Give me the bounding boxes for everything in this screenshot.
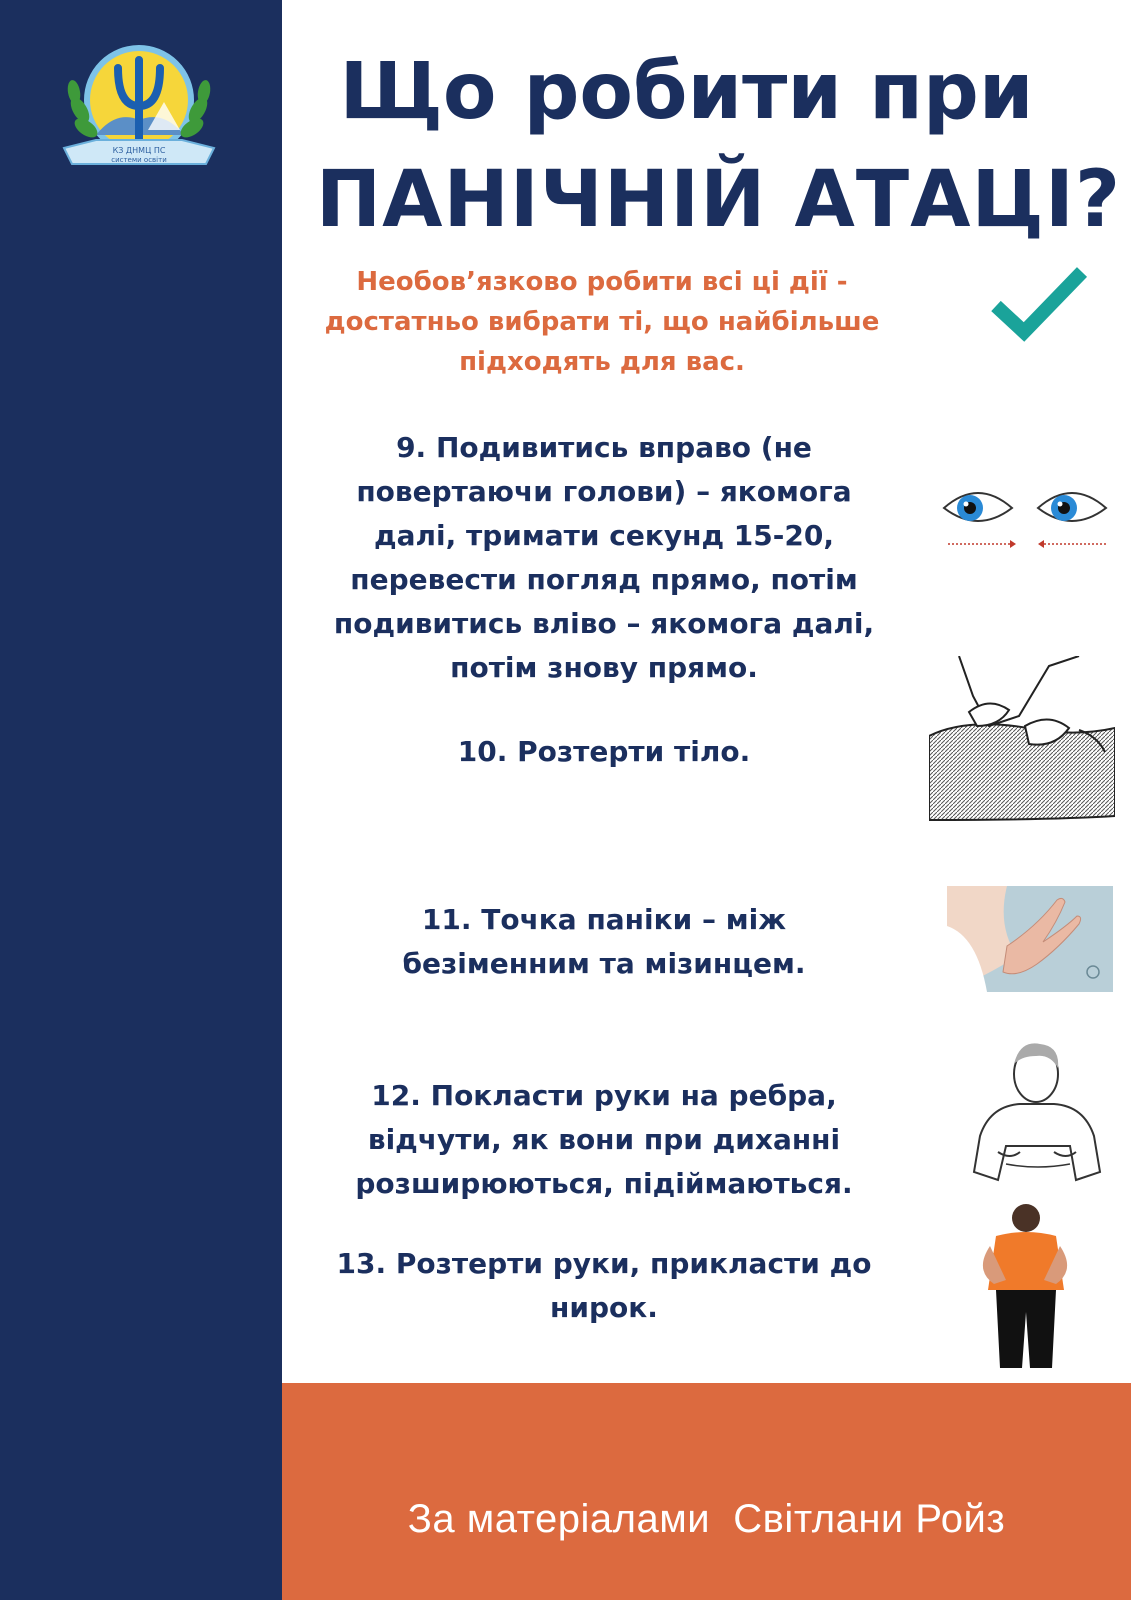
eyes-illustration bbox=[940, 482, 1130, 568]
step-11: 11. Точка паніки – між безіменним та мізинцем. bbox=[402, 903, 806, 980]
logo-text-2: системи освіти bbox=[111, 156, 167, 164]
kidney-rub-photo bbox=[960, 1200, 1090, 1368]
step-10: 10. Розтерти тіло. bbox=[457, 735, 751, 768]
page-title-line1: Що робити при bbox=[339, 47, 1034, 137]
footer-band bbox=[282, 1383, 1131, 1600]
massage-illustration bbox=[929, 656, 1115, 824]
step-12: 12. Покласти руки на ребра, відчути, як вони при диханні розширюються, підіймаються. bbox=[355, 1079, 853, 1200]
logo-text-1: КЗ ДНМЦ ПС bbox=[112, 146, 166, 155]
left-sidebar bbox=[0, 0, 282, 1600]
checkmark-icon bbox=[990, 262, 1090, 342]
main-content bbox=[282, 0, 1131, 1383]
footer-credit: За матеріалами Світлани Ройз bbox=[407, 1497, 1006, 1541]
page-subtitle: Необов’язково робити всі ці дії - достатньо вибрати ті, що найбільше підходять для вас. bbox=[324, 267, 880, 377]
ribs-illustration bbox=[950, 1040, 1110, 1198]
step-13: 13. Розтерти руки, прикласти до нирок. bbox=[336, 1247, 872, 1324]
hand-point-photo bbox=[947, 886, 1113, 992]
psychology-logo bbox=[56, 40, 222, 180]
page-title-line2: ПАНІЧНІЙ АТАЦІ? bbox=[315, 155, 1122, 245]
step-9: 9. Подивитись вправо (не повертаючи голови) – якомога далі, тримати секунд 15-20, перевести погляд прямо, потім подивитись вліво – якомога далі, потім знову прямо. bbox=[333, 431, 875, 684]
